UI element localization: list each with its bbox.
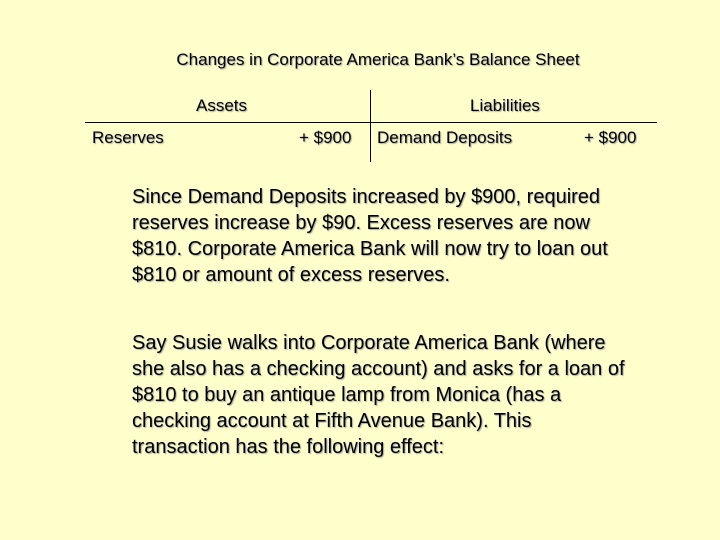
paragraph-line: $810 to buy an antique lamp from Monica (has a xyxy=(132,384,562,406)
paragraph-line: Say Susie walks into Corporate America Bank (where xyxy=(132,332,606,354)
paragraph-line: reserves increase by $90. Excess reserves are now xyxy=(132,212,590,234)
paragraph-line: $810. Corporate America Bank will now try to loan out xyxy=(132,238,608,260)
liabilities-header: Liabilities xyxy=(470,96,540,115)
liability-item-label: Demand Deposits xyxy=(377,128,513,147)
asset-item-value: + $900 xyxy=(299,128,352,147)
paragraph-line: checking account at Fifth Avenue Bank). This xyxy=(132,410,532,432)
scenario-paragraph xyxy=(132,330,692,460)
explanation-paragraph xyxy=(132,184,692,288)
paragraph-line: $810 or amount of excess reserves. xyxy=(132,264,450,286)
paragraph-line: transaction has the following effect: xyxy=(132,436,445,458)
asset-item-label: Reserves xyxy=(92,128,164,147)
t-account-horizontal-line xyxy=(85,122,657,123)
assets-header: Assets xyxy=(196,96,248,115)
paragraph-line: Since Demand Deposits increased by $900, required xyxy=(132,186,601,208)
liability-item-value: + $900 xyxy=(584,128,637,147)
t-account-vertical-line xyxy=(370,90,371,162)
paragraph-line: she also has a checking account) and asks for a loan of xyxy=(132,358,625,380)
slide-title: Changes in Corporate America Bank’s Balance Sheet xyxy=(176,50,580,69)
